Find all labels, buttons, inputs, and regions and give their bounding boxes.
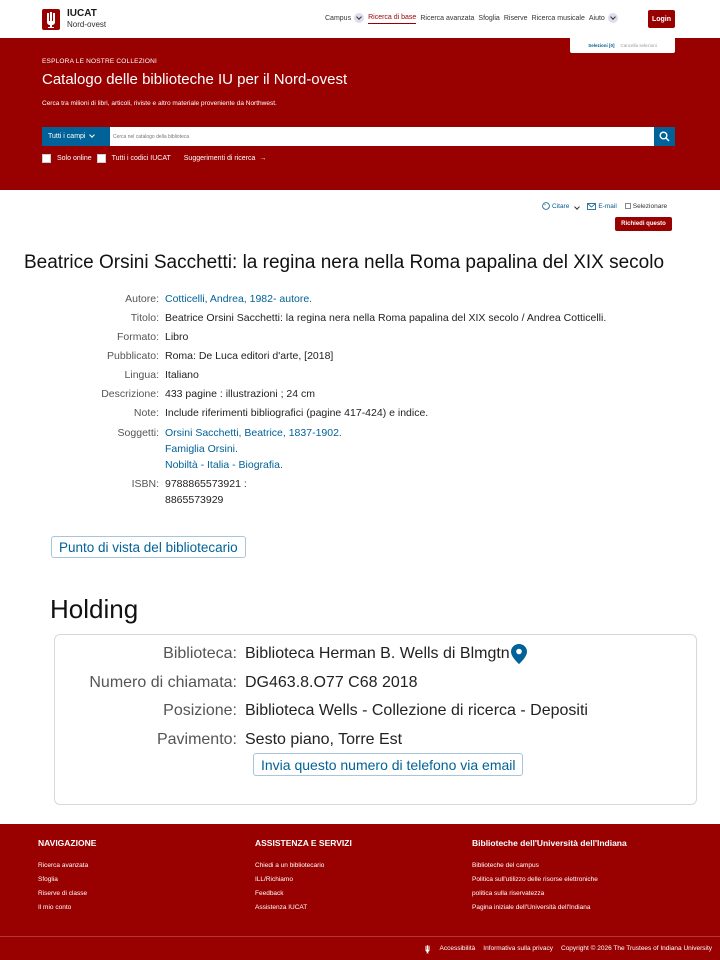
field-value: Italiano [165,369,199,381]
subject-link[interactable]: Famiglia Orsini. [165,443,238,455]
nav-help-label: Aiuto [588,14,605,22]
nav-basic-search-label: Ricerca di base [368,14,417,21]
field-label: Pubblicato: [107,350,159,362]
online-only-checkbox[interactable] [42,154,51,163]
floor-value: Sesto piano, Torre Est [245,730,403,748]
nav-help[interactable] [589,13,618,25]
login-button[interactable]: Login [648,10,675,28]
selections-box [570,38,675,53]
field-label: Lingua: [124,369,159,381]
select-option[interactable] [625,203,667,210]
field-notes [60,404,606,423]
footer-link[interactable]: Riserve di classe [38,890,88,897]
copyright-text: Copyright © 2026 The Trustees of Indiana University [561,945,712,952]
select-checkbox[interactable] [625,203,631,209]
footer-nav-column [38,838,96,915]
footer-link[interactable]: Sfoglia [38,876,58,883]
holding-library-row [55,640,588,669]
select-label: Selezionare [632,202,668,210]
map-pin-icon[interactable] [511,644,527,664]
nav-reserves[interactable] [504,15,528,24]
field-value: Include riferimenti bibliografici (pagine 417-424) e indice. [165,407,429,419]
footer-heading: NAVIGAZIONE [38,838,97,848]
field-label: Autore: [125,293,159,305]
field-isbn [60,476,606,508]
brand[interactable] [67,9,106,30]
iu-trident-icon [423,943,432,955]
svg-text:”: ” [544,204,546,210]
search-icon [659,131,670,142]
online-only-label: Solo online [57,155,92,162]
subject-link[interactable]: Nobiltà - Italia - Biografia. [165,459,283,471]
footer-link[interactable]: Ricerca avanzata [38,862,89,869]
holding-label: Pavimento: [156,730,237,748]
nav-reserves-label: Riserve [503,14,528,22]
accessibility-link[interactable]: Accessibilità [439,945,476,952]
field-author [60,290,606,309]
brand-subtitle: Nord-ovest [67,20,107,29]
holding-heading: Holding [50,594,139,624]
record-tools [542,202,667,210]
chevron-down-icon [90,132,96,138]
field-label: ISBN: [131,478,159,490]
author-link[interactable]: Cotticelli, Andrea, 1982- autore. [165,293,313,305]
nav-music-search[interactable] [532,15,585,24]
footer-bottom-bar [0,936,720,960]
footer-link[interactable]: Feedback [255,890,284,897]
search-scope-select[interactable] [42,127,110,146]
footer-heading: ASSISTENZA E SERVIZI [255,838,352,848]
footer-link[interactable]: Assistenza IUCAT [255,904,308,911]
record-fields [60,290,606,508]
location-value: Biblioteca Wells - Collezione di ricerca - Depositi [245,702,588,719]
top-bar [0,0,720,38]
footer-link[interactable]: Politica sull'utilizzo delle risorse elettroniche [472,876,598,883]
field-value: 433 pagine : illustrazioni ; 24 cm [165,388,315,400]
isbn-value: 9788865573921 : [165,478,247,490]
clear-selections-link[interactable]: Cancella selezioni [620,43,657,48]
hero-title: Catalogo delle biblioteche IU per il Nord-ovest [42,71,348,88]
footer-link[interactable]: Il mio conto [38,904,72,911]
selections-label: Selezioni [588,43,608,48]
nav-campus[interactable] [325,13,364,25]
privacy-link[interactable]: Informativa sulla privacy [483,945,553,952]
field-value: Roma: De Luca editori d'arte, [2018] [165,350,334,362]
footer-heading: Biblioteche dell'Università dell'Indiana [472,838,627,848]
field-label: Descrizione: [101,388,159,400]
field-language [60,366,606,385]
all-codes-label: Tutti i codici IUCAT [111,155,171,162]
field-label: Titolo: [130,312,159,324]
holding-label: Biblioteca: [163,645,237,662]
footer-link[interactable]: Biblioteche del campus [472,862,539,869]
envelope-icon [587,203,596,210]
send-callno-email-button[interactable]: Invia questo numero di telefono via email [253,753,523,776]
email-label: E-mail [598,202,617,210]
footer-link[interactable]: politica sulla riservatezza [472,890,545,897]
holding-label: Posizione: [163,702,237,719]
holding-details [55,640,588,754]
field-format [60,328,606,347]
holding-floor-row [55,726,588,755]
arrow-right-icon: → [259,155,267,162]
nav-advanced-search-label: Ricerca avanzata [420,14,475,22]
record-title: Beatrice Orsini Sacchetti: la regina nera nella Roma papalina del XIX secolo [24,252,665,273]
nav-browse[interactable] [478,15,499,24]
search-scope-label: Tutti i campi [48,133,86,140]
field-description [60,385,606,404]
main-nav [323,13,620,25]
librarian-view-button[interactable]: Punto di vista del bibliotecario [51,536,246,558]
field-label: Soggetti: [117,427,159,439]
search-button[interactable] [654,127,675,146]
hero-subtitle: Cerca tra milioni di libri, articoli, riviste e altro materiale proveniente da Northwest. [42,100,277,107]
field-subjects [60,425,606,473]
footer-link[interactable]: Pagina iniziale dell'Università dell'Indiana [472,904,591,911]
search-options [42,154,266,163]
chevron-down-icon [354,13,364,23]
isbn-value: 8865573929 [165,494,224,506]
footer-services-column [255,838,352,915]
field-title [60,309,606,328]
nav-advanced-search[interactable] [420,15,474,24]
search-bar [42,127,675,146]
selections-count: [0] [609,43,615,48]
footer-link[interactable]: ILL/Richiamo [255,876,293,883]
nav-basic-search[interactable] [368,14,416,24]
chevron-down-icon [608,13,618,23]
search-input[interactable] [110,127,654,146]
online-only-option[interactable] [42,154,92,163]
search-tips-label: Suggerimenti di ricerca [183,155,256,162]
all-codes-checkbox[interactable] [97,154,106,163]
field-label: Note: [133,407,159,419]
selections-link[interactable] [588,43,614,48]
chevron-down-icon [572,203,579,210]
field-value: Libro [165,331,189,343]
nav-browse-label: Sfoglia [478,14,500,22]
footer-libraries-column [472,838,627,915]
brand-name: IUCAT [67,8,97,19]
field-label: Formato: [116,331,159,343]
all-codes-option[interactable] [97,154,171,163]
request-button[interactable]: Richiedi questo [615,217,672,231]
holding-callno-row [55,669,588,698]
holding-location-row [55,697,588,726]
cite-button[interactable] [542,202,579,210]
hero-banner [0,38,720,190]
field-published [60,347,606,366]
search-tips-link[interactable] [184,155,267,162]
nav-campus-label: Campus [325,14,352,22]
footer-link[interactable]: Chiedi a un bibliotecario [255,862,325,869]
iu-trident-logo-icon[interactable] [42,9,60,30]
subject-link[interactable]: Orsini Sacchetti, Beatrice, 1837-1902. [165,427,342,439]
footer [0,824,720,960]
field-value: Beatrice Orsini Sacchetti: la regina nera nella Roma papalina del XIX secolo / Andrea Cotticelli. [165,312,607,324]
cite-label: Citare [552,202,570,210]
holding-label: Numero di chiamata: [89,673,237,691]
nav-music-search-label: Ricerca musicale [531,14,585,22]
call-number: DG463.8.O77 C68 2018 [245,673,418,691]
library-name: Biblioteca Herman B. Wells di Blmgtn [245,645,510,662]
hero-eyebrow: ESPLORA LE NOSTRE COLLEZIONI [42,58,158,65]
email-button[interactable] [587,203,616,210]
quote-icon [542,202,550,210]
